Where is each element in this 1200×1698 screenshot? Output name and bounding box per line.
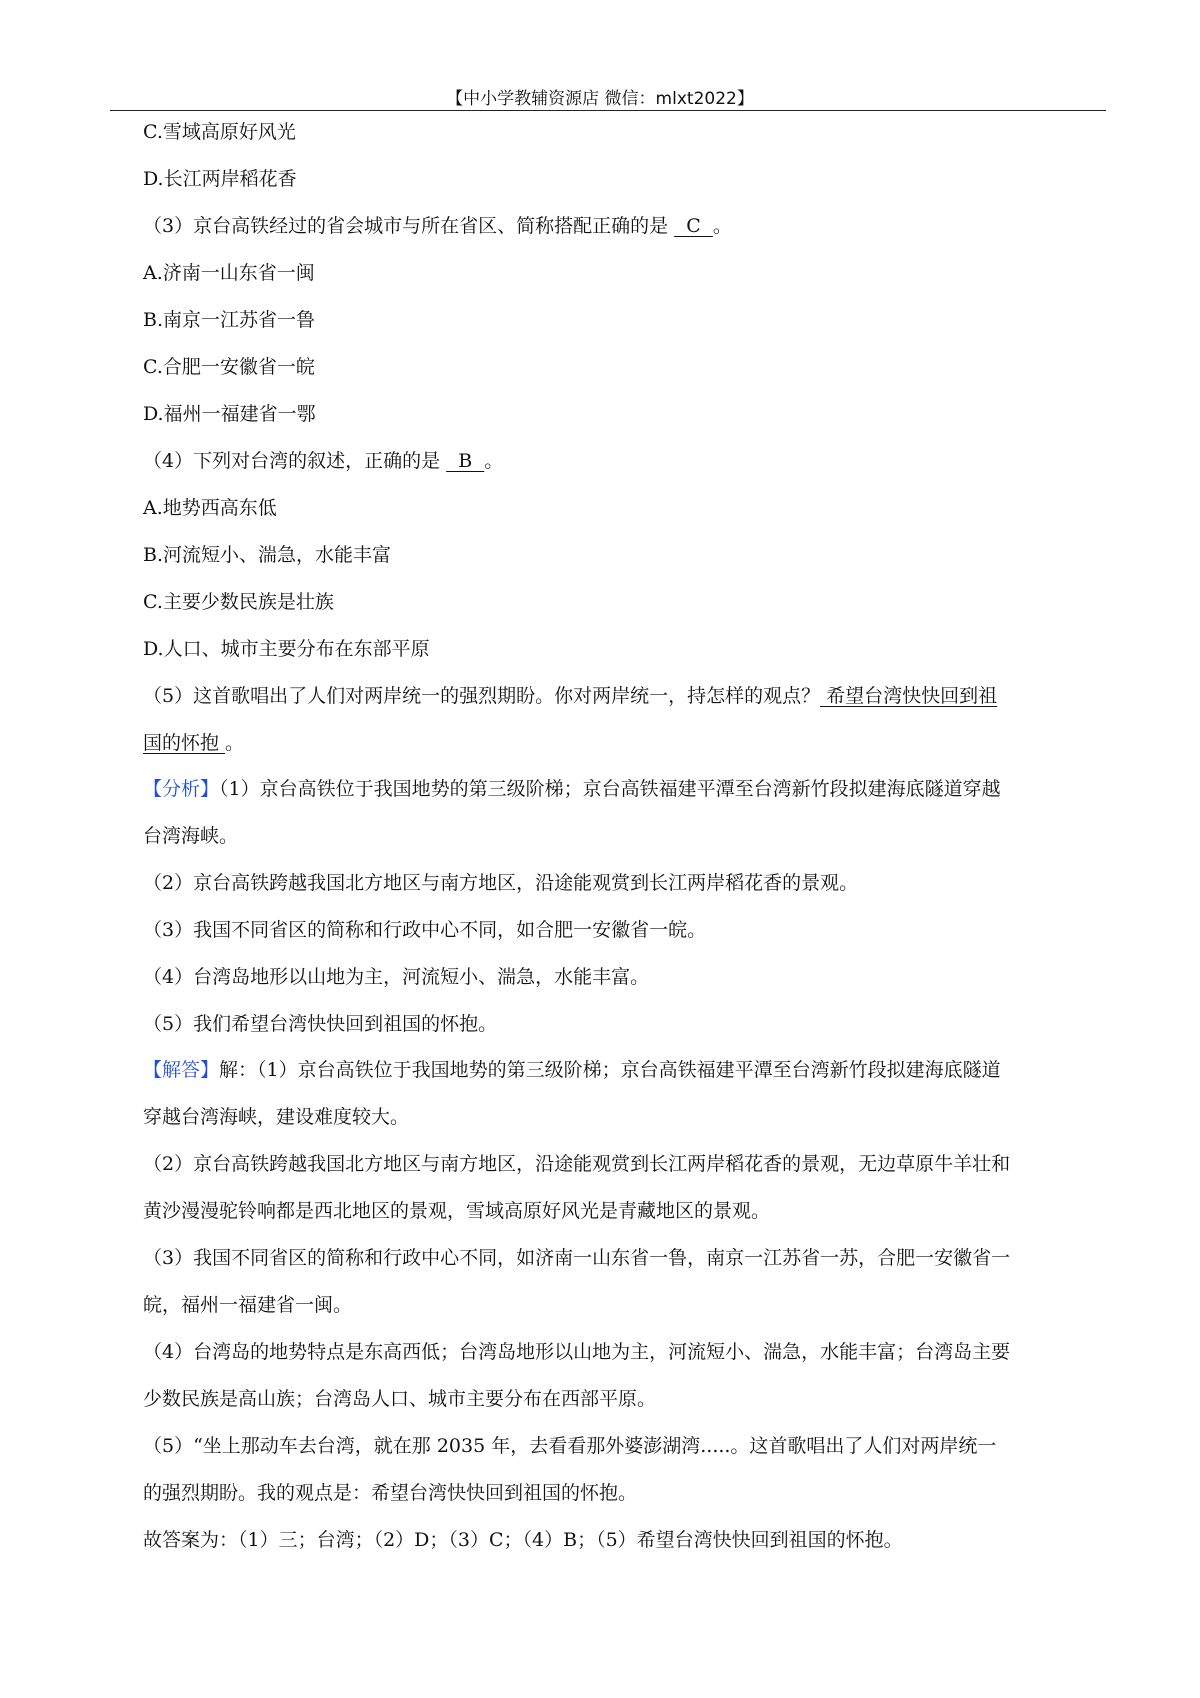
option-3b: B.南京一江苏省一鲁 <box>143 309 316 331</box>
solution-para-1 <box>143 1056 1105 1084</box>
option-4d: D.人口、城市主要分布在东部平原 <box>143 638 430 660</box>
question-5-answer-part2: 国的怀抱 <box>143 732 226 754</box>
question-4-text: （4）下列对台湾的叙述，正确的是 <box>143 450 447 472</box>
question-5-text: （5）这首歌唱出了人们对两岸统一的强烈期盼。你对两岸统一，持怎样的观点？ <box>143 685 821 707</box>
question-4-answer: B <box>446 450 485 472</box>
analysis-para-1 <box>143 775 1105 803</box>
question-4-end: 。 <box>484 450 504 472</box>
solution-para-4: （4）台湾岛的地势特点是东高西低；台湾岛地形以山地为主，河流短小、湍急，水能丰富；台湾岛主要 <box>143 1341 1011 1363</box>
option-4c: C.主要少数民族是壮族 <box>143 591 334 613</box>
question-5-stem-cont <box>143 729 1105 757</box>
final-answer: 故答案为：（1）三；台湾；（2）D；（3）C；（4）B；（5）希望台湾快快回到祖国的怀抱。 <box>143 1529 903 1551</box>
analysis-text-1: （1）京台高铁位于我国地势的第三级阶梯；京台高铁福建平潭至台湾新竹段拟建海底隧道穿越 <box>219 778 1001 800</box>
header-divider <box>110 110 1106 111</box>
question-5-answer-part1: 希望台湾快快回到祖 <box>820 685 998 707</box>
question-3-end: 。 <box>712 215 732 237</box>
document-body <box>143 118 1105 1554</box>
analysis-para-3: （3）我国不同省区的简称和行政中心不同，如合肥一安徽省一皖。 <box>143 919 707 941</box>
solution-para-5-cont: 的强烈期盼。我的观点是：希望台湾快快回到祖国的怀抱。 <box>143 1482 638 1504</box>
question-4-stem <box>143 447 1105 475</box>
solution-para-2-cont: 黄沙漫漫驼铃响都是西北地区的景观，雪域高原好风光是青藏地区的景观。 <box>143 1200 771 1222</box>
option-2c: C.雪域高原好风光 <box>143 121 296 143</box>
solution-para-3-cont: 皖，福州一福建省一闽。 <box>143 1294 353 1316</box>
analysis-para-1-cont: 台湾海峡。 <box>143 825 239 847</box>
analysis-para-4: （4）台湾岛地形以山地为主，河流短小、湍急，水能丰富。 <box>143 966 650 988</box>
solution-tag: 【解答】 <box>143 1059 220 1081</box>
option-4b: B.河流短小、湍急，水能丰富 <box>143 544 392 566</box>
solution-para-3: （3）我国不同省区的简称和行政中心不同，如济南一山东省一鲁，南京一江苏省一苏，合肥一安徽省一 <box>143 1247 1011 1269</box>
option-3d: D.福州一福建省一鄂 <box>143 403 316 425</box>
question-5-stem <box>143 682 1105 710</box>
option-4a: A.地势西高东低 <box>143 497 277 519</box>
question-3-stem <box>143 212 1105 240</box>
question-5-end: 。 <box>225 732 245 754</box>
option-3a: A.济南一山东省一闽 <box>143 262 315 284</box>
analysis-tag: 【分析】 <box>143 778 220 800</box>
analysis-para-2: （2）京台高铁跨越我国北方地区与南方地区，沿途能观赏到长江两岸稻花香的景观。 <box>143 872 859 894</box>
solution-text-1: 解：（1）京台高铁位于我国地势的第三级阶梯；京台高铁福建平潭至台湾新竹段拟建海底隧道 <box>219 1059 1001 1081</box>
question-3-answer: C <box>674 215 713 237</box>
page-header: 【中小学教辅资源店 微信：mlxt2022】 <box>446 89 754 109</box>
option-2d: D.长江两岸稻花香 <box>143 168 297 190</box>
solution-para-2: （2）京台高铁跨越我国北方地区与南方地区，沿途能观赏到长江两岸稻花香的景观，无边草原牛羊壮和 <box>143 1153 1011 1175</box>
solution-para-1-cont: 穿越台湾海峡，建设难度较大。 <box>143 1106 410 1128</box>
question-3-text: （3）京台高铁经过的省会城市与所在省区、简称搭配正确的是 <box>143 215 675 237</box>
solution-para-4-cont: 少数民族是高山族；台湾岛人口、城市主要分布在西部平原。 <box>143 1388 657 1410</box>
option-3c: C.合肥一安徽省一皖 <box>143 356 315 378</box>
solution-para-5: （5）“坐上那动车去台湾，就在那 2035 年，去看看那外婆澎湖湾.....。这首歌唱出了人们对两岸统一 <box>143 1435 997 1457</box>
analysis-para-5: （5）我们希望台湾快快回到祖国的怀抱。 <box>143 1013 498 1035</box>
